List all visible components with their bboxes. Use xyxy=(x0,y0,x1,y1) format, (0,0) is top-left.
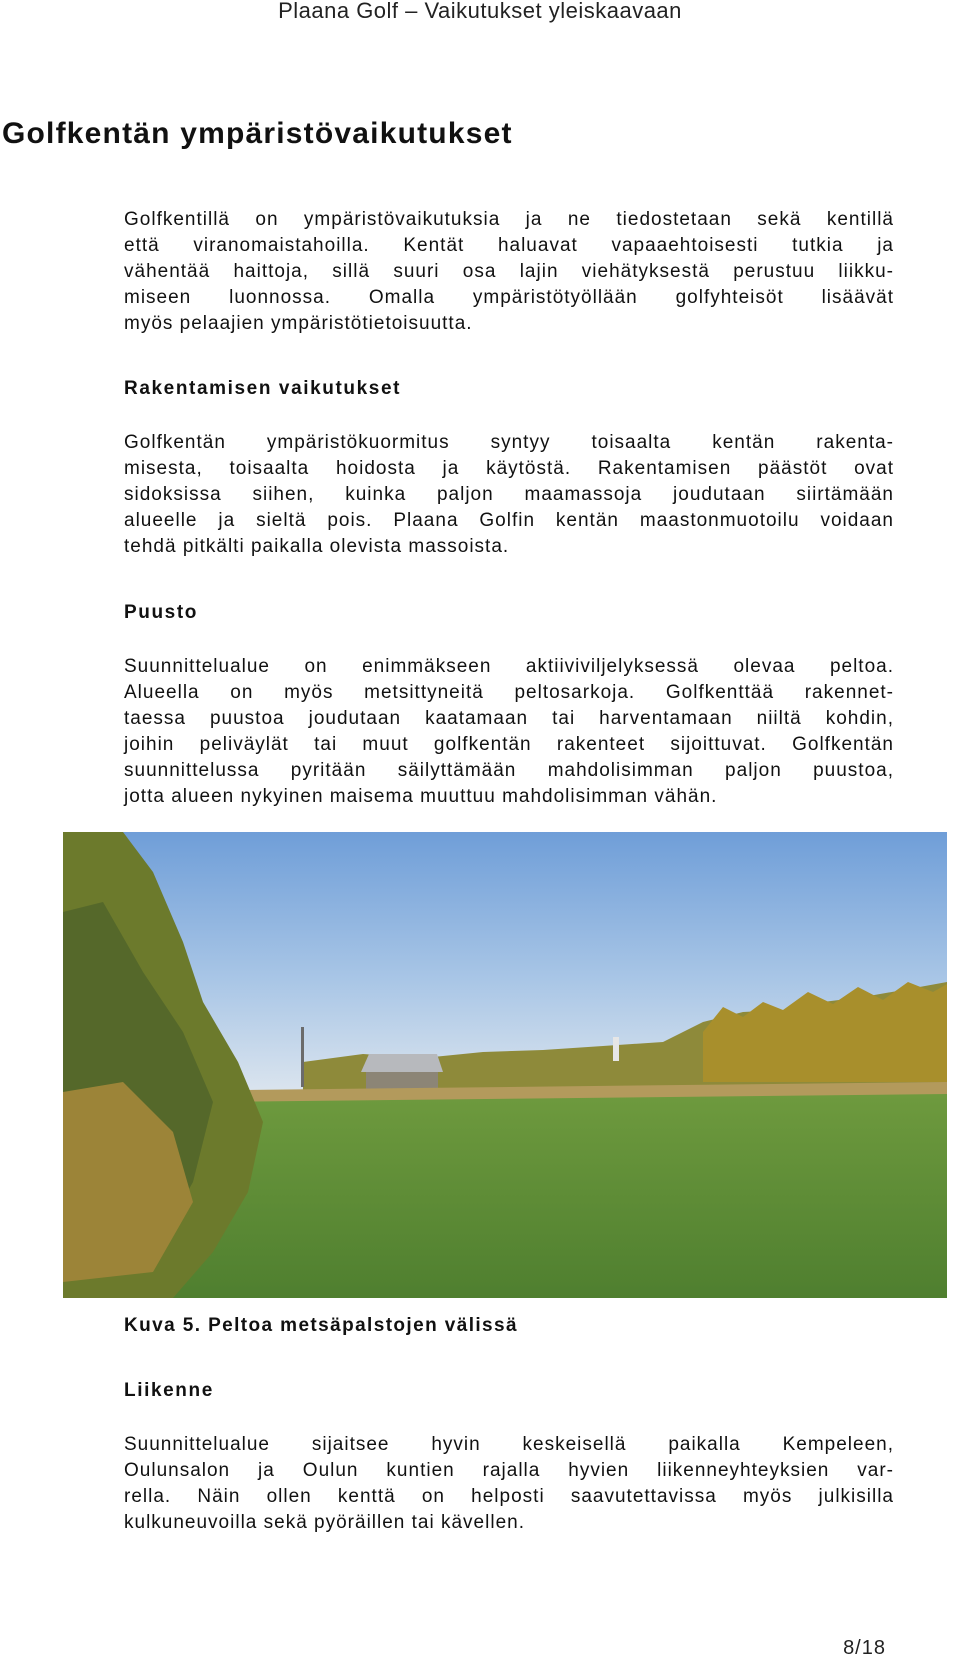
page-number: 8/18 xyxy=(843,1637,886,1659)
barn-roof xyxy=(361,1054,443,1072)
text-line: kulkuneuvoilla sekä pyöräillen tai kävellen. xyxy=(124,1512,525,1533)
page-title: Golfkentän ympäristövaikutukset xyxy=(2,117,513,150)
section-heading-rakentaminen: Rakentamisen vaikutukset xyxy=(124,378,402,399)
text-line: Alueella on myös metsittyneitä peltosarkoja. Golfkenttää rakennet- xyxy=(124,682,894,703)
text-line: Golfkentän ympäristökuormitus syntyy toisaalta kentän rakenta- xyxy=(124,432,894,453)
utility-pole xyxy=(301,1027,304,1087)
text-line: joihin peliväylät tai muut golfkentän rakenteet sijoittuvat. Golfkentän xyxy=(124,734,894,755)
text-line: Suunnittelualue sijaitsee hyvin keskeisellä paikalla Kempeleen, xyxy=(124,1434,894,1455)
text-line: että viranomaistahoilla. Kentät haluavat vapaaehtoisesti tutkia ja xyxy=(124,235,894,256)
text-line: sidoksissa siihen, kuinka paljon maamassoja joudutaan siirtämään xyxy=(124,484,894,505)
distant-tower xyxy=(613,1037,619,1061)
intro-paragraph xyxy=(124,207,894,337)
section-heading-puusto: Puusto xyxy=(124,602,198,623)
text-line: Oulunsalon ja Oulun kuntien rajalla hyvien liikenneyhteyksien var- xyxy=(124,1460,894,1481)
text-line: myös pelaajien ympäristötietoisuutta. xyxy=(124,313,473,334)
running-header: Plaana Golf – Vaikutukset yleiskaavaan xyxy=(278,0,682,23)
figure-caption: Kuva 5. Peltoa metsäpalstojen välissä xyxy=(124,1315,518,1336)
text-line: taessa puustoa joudutaan kaatamaan tai harventamaan niiltä kohdin, xyxy=(124,708,894,729)
text-line: misesta, toisaalta hoidosta ja käytöstä. Rakentamisen päästöt ovat xyxy=(124,458,894,479)
text-line: jotta alueen nykyinen maisema muuttuu mahdolisimman vähän. xyxy=(124,786,718,807)
text-line: tehdä pitkälti paikalla olevista massoista. xyxy=(124,536,510,557)
text-line: miseen luonnossa. Omalla ympäristötyöllään golfyhteisöt lisäävät xyxy=(124,287,894,308)
liikenne-paragraph xyxy=(124,1432,894,1536)
puusto-paragraph xyxy=(124,654,894,810)
text-line: rella. Näin ollen kenttä on helposti saavutettavissa myös julkisilla xyxy=(124,1486,894,1507)
text-line: alueelle ja sieltä pois. Plaana Golfin kentän maastonmuotoilu voidaan xyxy=(124,510,894,531)
field-photo xyxy=(63,832,947,1298)
text-line: vähentää haittoja, sillä suuri osa lajin viehätyksestä perustuu liikku- xyxy=(124,261,894,282)
text-line: Suunnittelualue on enimmäkseen aktiiviviljelyksessä olevaa peltoa. xyxy=(124,656,894,677)
text-line: suunnittelussa pyritään säilyttämään mahdolisimman paljon puustoa, xyxy=(124,760,894,781)
rakentaminen-paragraph xyxy=(124,430,894,560)
section-heading-liikenne: Liikenne xyxy=(124,1380,214,1401)
text-line: Golfkentillä on ympäristövaikutuksia ja ne tiedostetaan sekä kentillä xyxy=(124,209,894,230)
